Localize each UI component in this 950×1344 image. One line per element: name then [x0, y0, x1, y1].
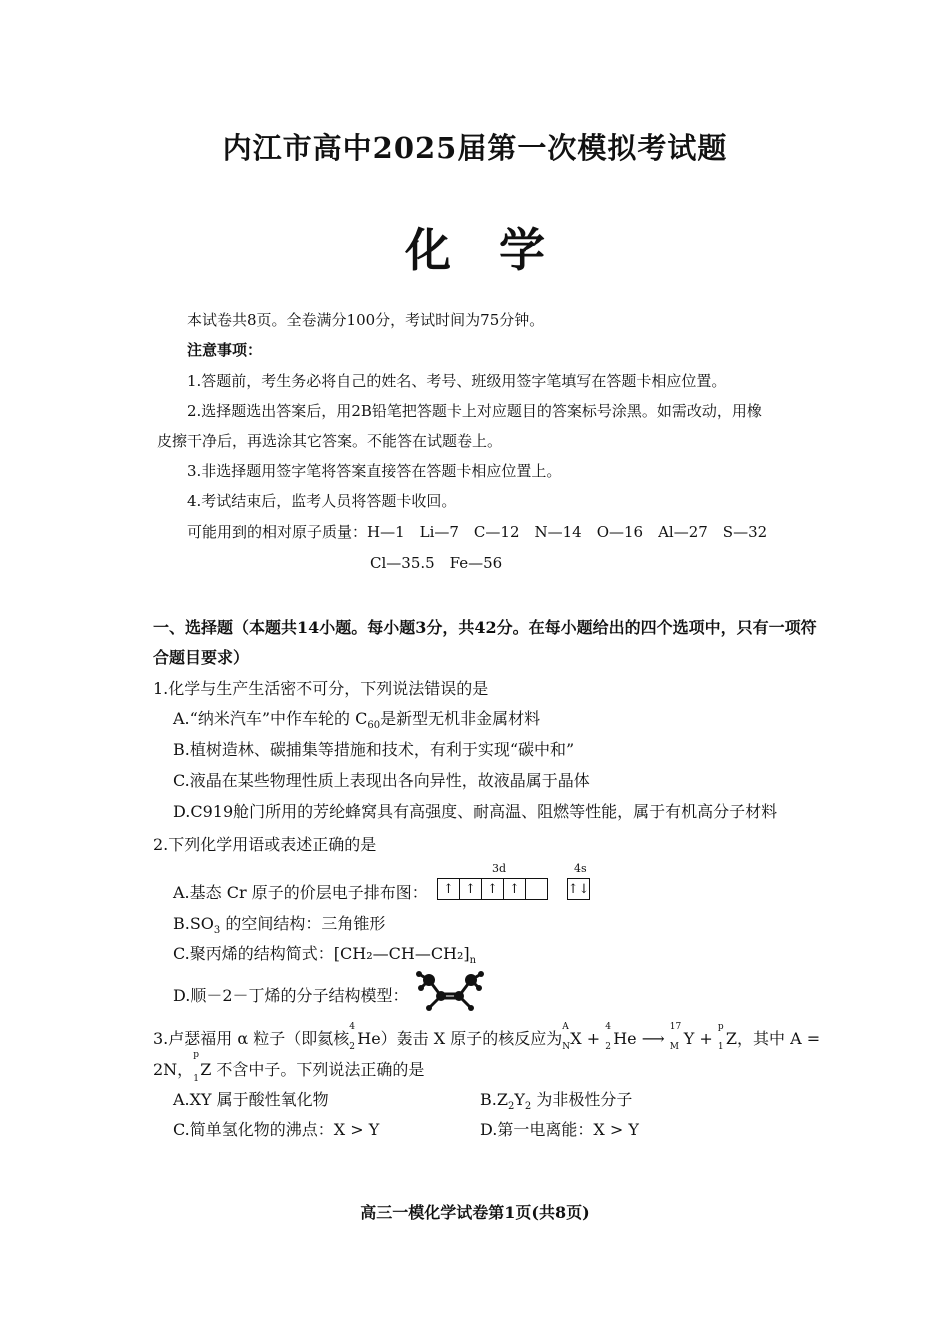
- q2-option-c-text: C.聚丙烯的结构简式：: [173, 944, 334, 963]
- notice-item-2: 2.选择题选出答案后，用2B铅笔把答题卡上对应题目的答案标号涂黑。如需改动，用橡: [187, 402, 762, 420]
- he-mass-number-2: 4: [605, 1022, 611, 1032]
- intro-text: 本试卷共8页。全卷满分100分，考试时间为75分钟。: [187, 311, 545, 329]
- z-atomic-number-2: 1: [193, 1074, 199, 1084]
- carbon-atom: [423, 974, 435, 986]
- orbital-box-4s: [567, 878, 590, 900]
- orbital-3d-5: [526, 879, 547, 899]
- atomic-masses-line2: Cl—35.5 Fe—56: [370, 554, 503, 572]
- orbital-4s-1: ↑↓: [567, 881, 590, 897]
- q3-option-b-sub1: 2: [507, 1101, 515, 1113]
- orbital-box-3d: [437, 878, 548, 900]
- x-nuclide: [562, 1022, 582, 1052]
- he-symbol: He: [357, 1029, 381, 1048]
- atomic-masses-line1: 可能用到的相对原子质量：H—1 Li—7 C—12 N—14 O—16 Al—27 S—32: [187, 523, 768, 541]
- hydrogen-atom: [426, 1005, 432, 1011]
- q2-option-a: A.基态 Cr 原子的价层电子排布图：: [173, 883, 428, 902]
- plus-sign: +: [581, 1029, 606, 1048]
- q1-stem: 1.化学与生产生活密不可分，下列说法错误的是: [153, 679, 489, 698]
- notice-item-1: 1.答题前，考生务必将自己的姓名、考号、班级用签字笔填写在答题卡相应位置。: [187, 372, 727, 390]
- orbital-3d-4: ↑: [504, 879, 526, 899]
- page-footer: 高三一模化学试卷第1页(共8页): [360, 1203, 590, 1222]
- q3-stem-part2: ）轰击 X 原子的核反应为: [380, 1029, 563, 1048]
- q3-option-b-pre: B.Z: [480, 1090, 508, 1109]
- he-symbol-2: He: [613, 1029, 637, 1048]
- x-mass-number: A: [562, 1022, 569, 1032]
- q3-stem-part1: 3.卢瑟福用 α 粒子（即氦核: [153, 1029, 350, 1048]
- q3-stem: [153, 1022, 821, 1052]
- q2-stem: 2.下列化学用语或表述正确的是: [153, 835, 377, 854]
- q1-option-d: D.C919舱门所用的芳纶蜂窝具有高强度、耐高温、阻燃等性能，属于有机高分子材料: [173, 802, 778, 821]
- y-nuclide: [669, 1022, 695, 1052]
- q2-option-d: D.顺－2－丁烯的分子结构模型：: [173, 986, 409, 1005]
- helium-nuclide: [349, 1022, 381, 1052]
- carbon-atom: [465, 974, 477, 986]
- q2-option-b-pre: B.SO: [173, 914, 214, 933]
- notice-item-4: 4.考试结束后，监考人员将答题卡收回。: [187, 492, 457, 510]
- polypropylene-formula: [CH₂—CH—CH₂]: [333, 944, 470, 963]
- he-atomic-number: 2: [349, 1042, 355, 1052]
- section-heading: 一、选择题（本题共14小题。每小题3分，共42分。在每小题给出的四个选项中，只有一项符: [153, 618, 817, 637]
- q1-option-b: B.植树造林、碳捕集等措施和技术，有利于实现“碳中和”: [173, 740, 575, 759]
- q3-option-b-sub2: 2: [524, 1101, 532, 1113]
- q3-option-b-post: 为非极性分子: [531, 1090, 633, 1109]
- q3-stem-part3: ，其中 A =: [737, 1029, 821, 1048]
- z-nuclide: [717, 1022, 738, 1052]
- hydrogen-atom: [418, 985, 424, 991]
- q3-line2-part2: Z 不含中子。下列说法正确的是: [200, 1060, 425, 1079]
- notice-item-3: 3.非选择题用签字笔将答案直接答在答题卡相应位置上。: [187, 462, 562, 480]
- q3-option-a: A.XY 属于酸性氧化物: [173, 1090, 329, 1109]
- hydrogen-atom: [476, 985, 482, 991]
- y-mass-number: 17: [669, 1022, 682, 1032]
- q1-option-a-pre: A.“纳米汽车”中作车轮的 C: [173, 709, 368, 728]
- carbon-atom: [436, 991, 446, 1001]
- q1-option-c: C.液晶在某些物理性质上表现出各向异性，故液晶属于晶体: [173, 771, 590, 790]
- y-atomic-number: M: [669, 1042, 679, 1052]
- q1-option-a-post: 是新型无机非金属材料: [380, 709, 541, 728]
- q2-option-b-sub: 3: [213, 925, 221, 937]
- q3-option-d: D.第一电离能：X > Y: [480, 1120, 639, 1139]
- subject-title: 化学: [405, 223, 593, 277]
- hydrogen-atom: [416, 971, 422, 977]
- x-symbol: X: [570, 1029, 582, 1048]
- q1-option-a: [173, 706, 540, 731]
- hydrogen-atom: [468, 1005, 474, 1011]
- orbital-3d-1: ↑: [438, 879, 460, 899]
- he-atomic-number-2: 2: [605, 1042, 611, 1052]
- hydrogen-atom: [478, 971, 484, 977]
- notice-heading: 注意事项：: [187, 341, 263, 359]
- q3-stem-line2: [153, 1050, 425, 1084]
- z-nuclide-2: [193, 1050, 425, 1084]
- z-mass-number-2: p: [193, 1050, 199, 1060]
- notice-item-2-cont: 皮擦干净后，再选涂其它答案。不能答在试题卷上。: [157, 432, 503, 450]
- carbon-atom: [454, 991, 464, 1001]
- q3-option-b-mid: Y: [514, 1090, 525, 1109]
- z-atomic-number: 1: [717, 1042, 724, 1052]
- reaction-arrow: ⟶: [636, 1029, 670, 1048]
- q3-option-c: C.简单氢化物的沸点：X > Y: [173, 1120, 380, 1139]
- orbital-label-3d: 3d: [492, 862, 507, 875]
- he-mass-number: 4: [349, 1022, 355, 1032]
- q2-option-c: [173, 941, 476, 966]
- orbital-label-4s: 4s: [574, 862, 587, 875]
- q3-option-b: [480, 1087, 632, 1112]
- orbital-3d-2: ↑: [460, 879, 482, 899]
- cis-2-butene-model: [415, 968, 487, 1012]
- y-symbol: Y: [683, 1029, 695, 1048]
- x-atomic-number: N: [562, 1042, 571, 1052]
- helium-nuclide-2: [605, 1022, 637, 1052]
- z-symbol: Z: [725, 1029, 738, 1048]
- q3-line2-part1: 2N，: [153, 1060, 194, 1079]
- q2-option-b-post: 的空间结构：三角锥形: [220, 914, 386, 933]
- q2-option-b: [173, 911, 385, 936]
- z-mass-number: p: [717, 1022, 724, 1032]
- orbital-3d-3: ↑: [482, 879, 504, 899]
- q1-option-a-sub: 60: [367, 720, 381, 732]
- polymer-n: n: [469, 955, 477, 967]
- plus-sign-2: +: [694, 1029, 718, 1048]
- exam-title: 内江市高中2025届第一次模拟考试题: [222, 131, 728, 165]
- section-heading-cont: 合题目要求）: [153, 648, 250, 667]
